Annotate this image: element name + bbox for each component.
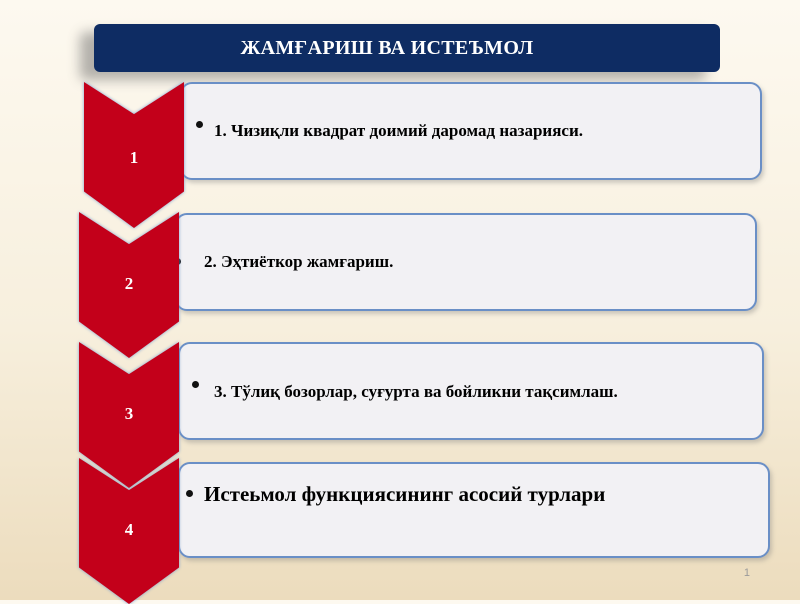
- item-number-4: 4: [124, 520, 134, 539]
- item-text-1: 1. Чизиқли квадрат доимий даромад назарияси.: [214, 121, 583, 140]
- item-box-3: [178, 342, 764, 440]
- item-box-2: [175, 213, 757, 311]
- item-text-3: 3. Тўлиқ бозорлар, суғурта ва бойликни тақсимлаш.: [214, 382, 618, 401]
- chevron-arrow-4: [79, 458, 179, 604]
- item-box-1: [180, 82, 762, 180]
- bullet-icon: [196, 121, 203, 128]
- item-text-4: Истеьмол функциясининг асосий турлари: [204, 482, 606, 506]
- item-box-4: [178, 462, 770, 558]
- slide-title-bar: [94, 24, 720, 72]
- item-number-2: 2: [124, 274, 134, 293]
- bullet-icon: [186, 490, 193, 497]
- slide-number: 1: [743, 567, 750, 579]
- bullet-icon: [192, 381, 199, 388]
- item-number-1: 1: [129, 148, 139, 167]
- slide-title: ЖАМҒАРИШ ВА ИСТЕЪМОЛ: [240, 36, 534, 59]
- item-text-2: 2. Эҳтиёткор жамғариш.: [204, 252, 394, 271]
- chevron-arrow-1: [84, 82, 184, 228]
- item-number-3: 3: [124, 404, 134, 423]
- chevron-arrow-2: [79, 212, 179, 358]
